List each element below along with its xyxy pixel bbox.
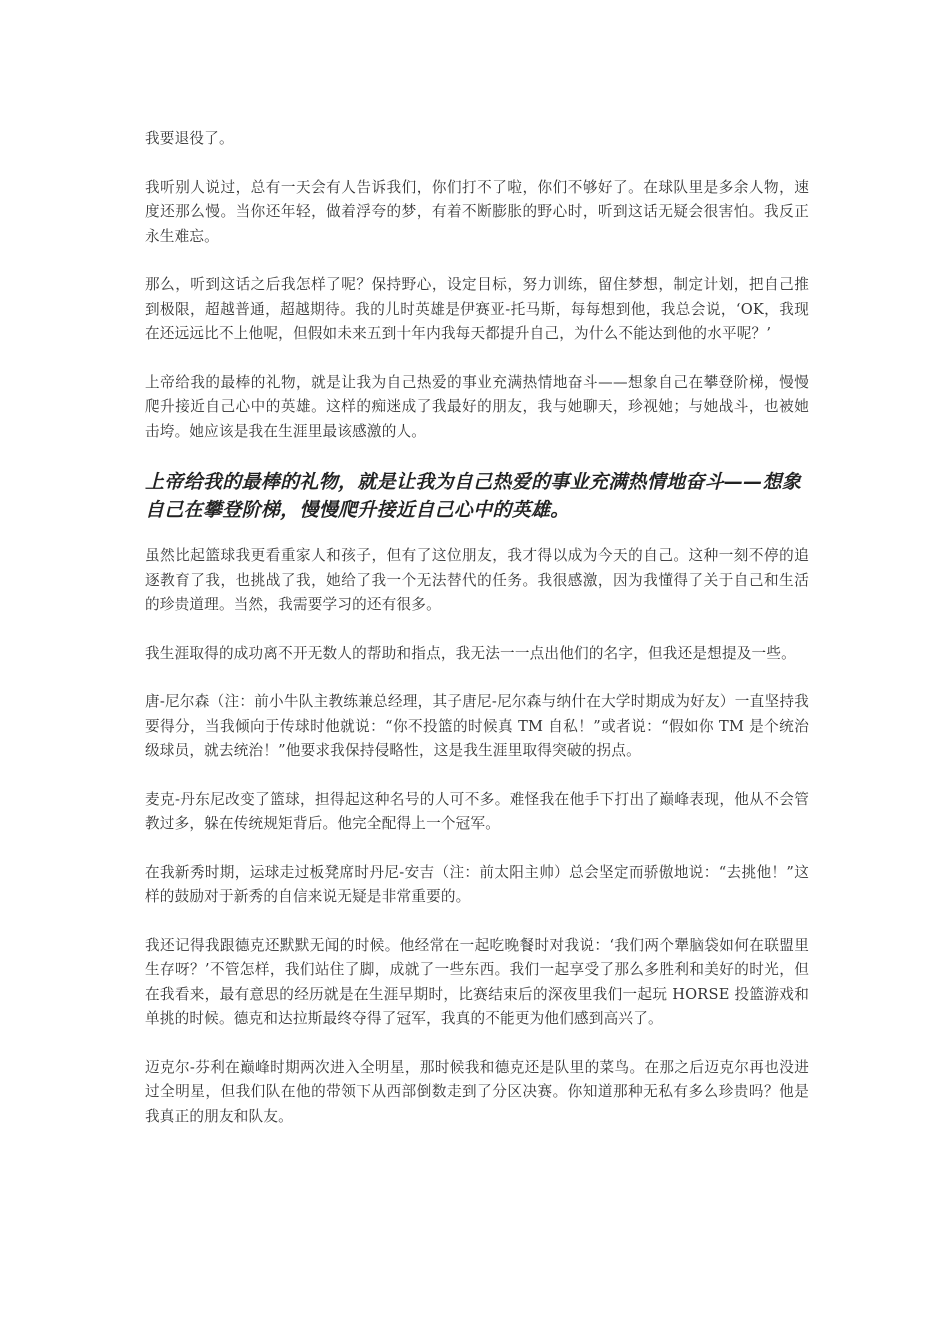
paragraph-ainge: 在我新秀时期，运球走过板凳席时丹尼-安吉（注：前太阳主帅）总会坚定而骄傲地说：“去挑他！”这样的鼓励对于新秀的自信来说无疑是非常重要的。	[145, 863, 809, 905]
paragraph-what-happened: 那么，听到这话之后我怎样了呢？保持野心，设定目标，努力训练，留住梦想，制定计划，把自己推到极限，超越普通，超越期待。我的儿时英雄是伊赛亚-托马斯，每每想到他，我总会说，‘OK，我现在还远远比不上他呢，但假如未来五到十年内我每天都提升自己，为什么不能达到他的水平呢？’	[145, 276, 809, 342]
paragraph-heard-others: 我听别人说过，总有一天会有人告诉我们，你们打不了啦，你们不够好了。在球队里是多余人物，速度还那么慢。当你还年轻，做着浮夸的梦，有着不断膨胀的野心时，听到这话无疑会很害怕。我反正永生难忘。	[145, 178, 809, 245]
paragraph-retirement: 我要退役了。	[145, 130, 234, 147]
paragraph-dantoni: 麦克-丹东尼改变了篮球，担得起这种名号的人可不多。难怪我在他手下打出了巅峰表现，他从不会管教过多，躲在传统规矩背后。他完全配得上一个冠军。	[145, 790, 809, 832]
paragraph-don-nelson: 唐-尼尔森（注：前小牛队主教练兼总经理，其子唐尼-尼尔森与纳什在大学时期成为好友）一直坚持我要得分，当我倾向于传球时他就说：“你不投篮的时候真 TM 自私！”或者说：“假如你 TM 是个统治级球员，就去统治！”他要求我保持侵略性，这是我生涯里取得突破的拐点。	[145, 693, 809, 759]
pull-quote: 上帝给我的最棒的礼物，就是让我为自己热爱的事业充满热情地奋斗——想象自己在攀登阶梯，慢慢爬升接近自己心中的英雄。	[145, 471, 802, 521]
paragraph-family: 虽然比起篮球我更看重家人和孩子，但有了这位朋友，我才得以成为今天的自己。这种一刻不停的追逐教育了我，也挑战了我，她给了我一个无法替代的任务。我很感激，因为我懂得了关于自己和生活的珍贵道理。当然，我需要学习的还有很多。	[145, 547, 809, 613]
paragraph-dirk: 我还记得我跟德克还默默无闻的时候。他经常在一起吃晚餐时对我说：‘我们两个犟脑袋如何在联盟里生存呀？’不管怎样，我们站住了脚，成就了一些东西。我们一起享受了那么多胜利和美好的时光，但在我看来，最有意思的经历就是在生涯早期时，比赛结束后的深夜里我们一起玩 HORSE 投篮游戏和单挑的时候。德克和达拉斯最终夺得了冠军，我真的不能更为他们感到高兴了。	[145, 936, 809, 1027]
paragraph-thanks: 我生涯取得的成功离不开无数人的帮助和指点，我无法一一点出他们的名字，但我还是想提及一些。	[145, 644, 796, 662]
paragraph-finley: 迈克尔-芬利在巅峰时期两次进入全明星，那时候我和德克还是队里的菜鸟。在那之后迈克尔再也没进过全明星，但我们队在他的带领下从西部倒数走到了分区决赛。你知道那种无私有多么珍贵吗？他是我真正的朋友和队友。	[145, 1058, 809, 1125]
paragraph-gift-from-god: 上帝给我的最棒的礼物，就是让我为自己热爱的事业充满热情地奋斗——想象自己在攀登阶梯，慢慢爬升接近自己心中的英雄。这样的痴迷成了我最好的朋友，我与她聊天，珍视她；与她战斗，也被她击垮。她应该是我在生涯里最该感激的人。	[145, 373, 809, 440]
article-body	[145, 127, 809, 1153]
